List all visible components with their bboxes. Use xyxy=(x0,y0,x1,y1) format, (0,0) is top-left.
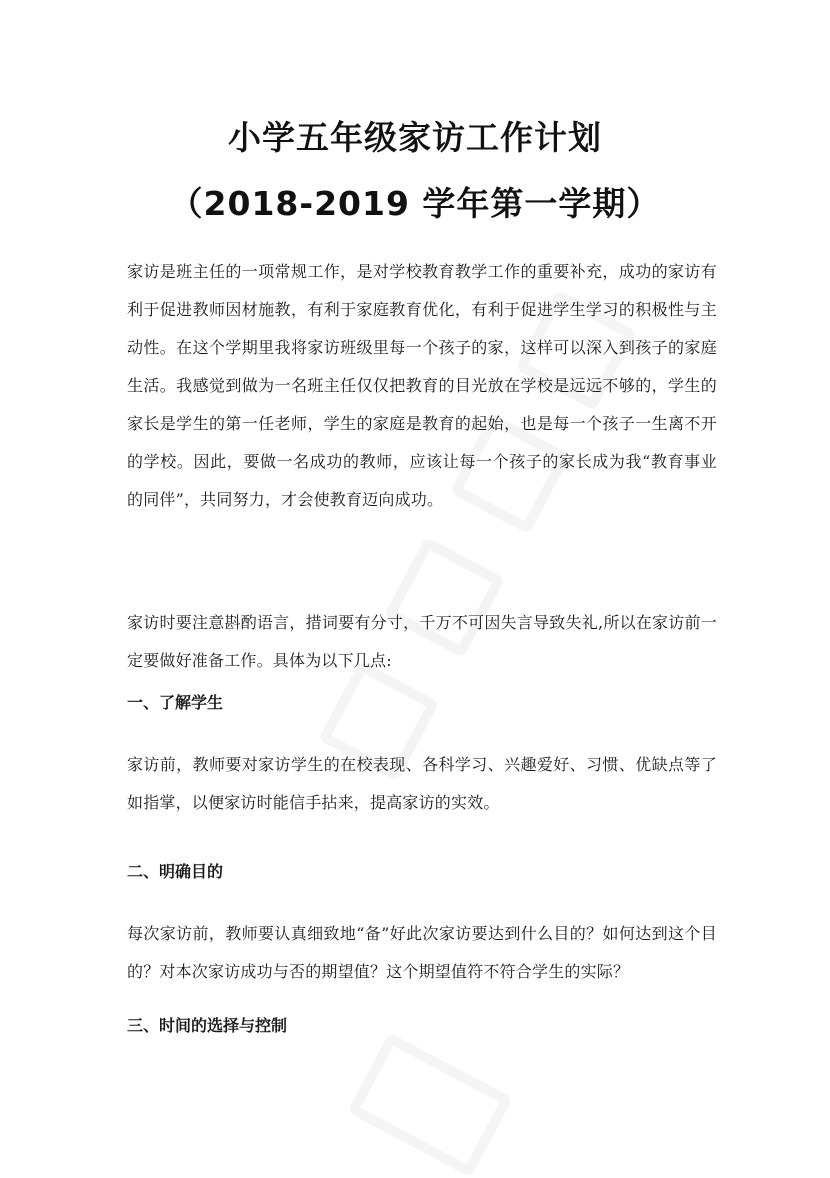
understand-students-paragraph: 家访前，教师要对家访学生的在校表现、各科学习、兴趣爱好、习惯、优缺点等了如指掌，以便家访时能信手拈来，提高家访的实效。 xyxy=(127,755,717,812)
section-heading-time-control: 三、时间的选择与控制 xyxy=(127,1016,288,1035)
document-title: 小学五年级家访工作计划 xyxy=(228,118,602,157)
intro-paragraph: 家访是班主任的一项常规工作，是对学校教育教学工作的重要补充，成功的家访有利于促进教师因材施教，有利于家庭教育优化，有利于促进学生学习的积极性与主动性。在这个学期里我将家访班级里每一个孩子的家，这样可以深入到孩子的家庭生活。我感觉到做为一名班主任仅仅把教育的目光放在学校是远远不够的，学生的家长是学生的第一任老师，学生的家庭是教育的起始，也是每一个孩子一生离不开的学校。因此，要做一名成功的教师，应该让每一个孩子的家长成为我“教育事业的同伴”，共同努力，才会使教育迈向成功。 xyxy=(127,262,717,509)
document-subtitle: （2018-2019 学年第一学期） xyxy=(169,184,661,223)
section-heading-understand-students: 一、了解学生 xyxy=(127,693,224,712)
clarify-purpose-paragraph: 每次家访前，教师要认真细致地“备”好此次家访要达到什么目的？如何达到这个目的？对本次家访成功与否的期望值？这个期望值符不符合学生的实际？ xyxy=(127,924,717,981)
section-heading-clarify-purpose: 二、明确目的 xyxy=(127,862,224,881)
watermark-bottom xyxy=(347,1032,513,1177)
preparation-paragraph: 家访时要注意斟酌语言，措词要有分寸，千万不可因失言导致失礼,所以在家访前一定要做好准备工作。具体为以下几点: xyxy=(127,613,717,670)
